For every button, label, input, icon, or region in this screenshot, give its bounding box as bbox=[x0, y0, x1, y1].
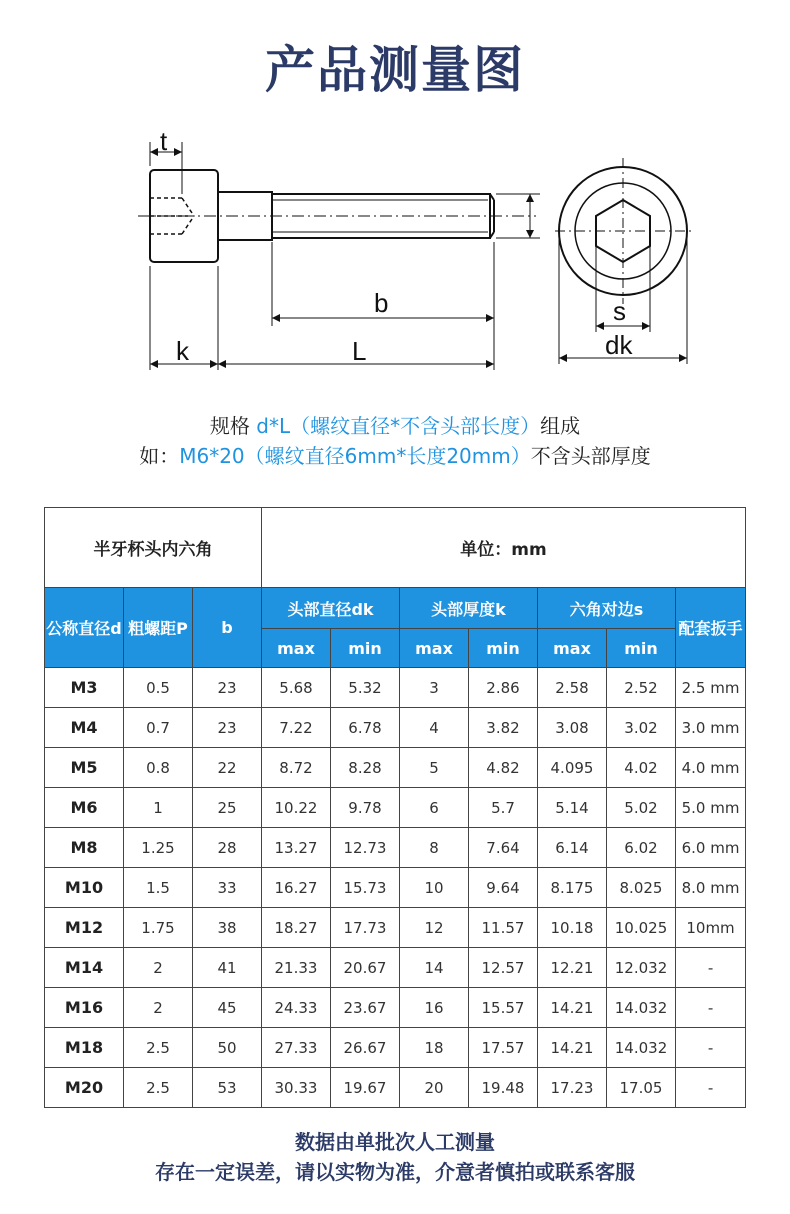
col-header-max: max bbox=[262, 629, 331, 668]
table-cell: 2.52 bbox=[607, 668, 676, 708]
col-header-wrench: 配套扳手 bbox=[676, 588, 746, 668]
table-cell: 1.75 bbox=[124, 908, 193, 948]
screw-measurement-diagram bbox=[130, 128, 700, 378]
table-cell: 17.73 bbox=[331, 908, 400, 948]
example-prefix: 如： bbox=[139, 444, 180, 468]
col-header-pitch: 粗螺距P bbox=[124, 588, 193, 668]
table-cell: 12.73 bbox=[331, 828, 400, 868]
table-cell: 14.21 bbox=[538, 988, 607, 1028]
col-header-min: min bbox=[331, 629, 400, 668]
table-cell: 23 bbox=[193, 708, 262, 748]
page-title: 产品测量图 bbox=[265, 41, 525, 99]
table-cell: 17.57 bbox=[469, 1028, 538, 1068]
table-cell: 5.7 bbox=[469, 788, 538, 828]
table-cell: 0.8 bbox=[124, 748, 193, 788]
table-cell: 8.025 bbox=[607, 868, 676, 908]
table-cell: 21.33 bbox=[262, 948, 331, 988]
table-cell: 4.095 bbox=[538, 748, 607, 788]
table-cell: - bbox=[676, 948, 746, 988]
table-cell-size: M10 bbox=[45, 868, 124, 908]
table-cell: 6.02 bbox=[607, 828, 676, 868]
table-cell: 28 bbox=[193, 828, 262, 868]
table-cell: 27.33 bbox=[262, 1028, 331, 1068]
table-cell: 14.032 bbox=[607, 988, 676, 1028]
dimension-table bbox=[44, 507, 746, 1108]
table-cell: 14.032 bbox=[607, 1028, 676, 1068]
table-cell: 10.025 bbox=[607, 908, 676, 948]
table-row bbox=[45, 788, 746, 828]
table-cell: 8 bbox=[400, 828, 469, 868]
table-cell: 8.175 bbox=[538, 868, 607, 908]
table-cell: 23 bbox=[193, 668, 262, 708]
table-cell: 38 bbox=[193, 908, 262, 948]
table-cell: 10mm bbox=[676, 908, 746, 948]
table-body bbox=[45, 668, 746, 1108]
table-cell-size: M6 bbox=[45, 788, 124, 828]
table-cell: 0.5 bbox=[124, 668, 193, 708]
col-header-s: 六角对边s bbox=[538, 588, 676, 629]
table-cell: 3.82 bbox=[469, 708, 538, 748]
table-cell: 12 bbox=[400, 908, 469, 948]
table-cell: 2 bbox=[124, 988, 193, 1028]
table-cell: 6.0 mm bbox=[676, 828, 746, 868]
table-cell: 14 bbox=[400, 948, 469, 988]
table-cell: 3.02 bbox=[607, 708, 676, 748]
table-cell: 25 bbox=[193, 788, 262, 828]
footer-note-2: 存在一定误差，请以实物为准，介意者慎拍或联系客服 bbox=[155, 1160, 635, 1184]
table-cell: 2.5 bbox=[124, 1068, 193, 1108]
table-row bbox=[45, 868, 746, 908]
spec-highlight: d*L（螺纹直径*不含头部长度） bbox=[256, 414, 541, 438]
table-cell: 5.68 bbox=[262, 668, 331, 708]
table-row bbox=[45, 748, 746, 788]
col-header-min: min bbox=[607, 629, 676, 668]
table-cell: 6.78 bbox=[331, 708, 400, 748]
table-cell-size: M20 bbox=[45, 1068, 124, 1108]
table-cell: 19.48 bbox=[469, 1068, 538, 1108]
table-cell: 9.78 bbox=[331, 788, 400, 828]
table-cell: 15.57 bbox=[469, 988, 538, 1028]
table-row bbox=[45, 1068, 746, 1108]
table-cell: 1.5 bbox=[124, 868, 193, 908]
table-row bbox=[45, 948, 746, 988]
table-cell: 20 bbox=[400, 1068, 469, 1108]
table-cell: 9.64 bbox=[469, 868, 538, 908]
table-cell: 5.02 bbox=[607, 788, 676, 828]
table-cell-size: M3 bbox=[45, 668, 124, 708]
table-row bbox=[45, 828, 746, 868]
example-highlight: M6*20（螺纹直径6mm*长度20mm） bbox=[179, 444, 531, 468]
table-cell: 17.23 bbox=[538, 1068, 607, 1108]
table-cell: 4 bbox=[400, 708, 469, 748]
table-cell: 0.7 bbox=[124, 708, 193, 748]
table-cell: 3.08 bbox=[538, 708, 607, 748]
table-cell: 7.22 bbox=[262, 708, 331, 748]
table-cell: 2.58 bbox=[538, 668, 607, 708]
label-b: b bbox=[374, 288, 389, 318]
table-cell: 2 bbox=[124, 948, 193, 988]
table-cell-size: M14 bbox=[45, 948, 124, 988]
table-cell: 10.18 bbox=[538, 908, 607, 948]
table-cell: 5.14 bbox=[538, 788, 607, 828]
spec-example-line bbox=[0, 440, 790, 469]
table-cell: 1.25 bbox=[124, 828, 193, 868]
table-cell-size: M16 bbox=[45, 988, 124, 1028]
table-cell: 22 bbox=[193, 748, 262, 788]
table-cell: 12.032 bbox=[607, 948, 676, 988]
table-unit: 单位：mm bbox=[262, 508, 746, 588]
table-cell: 14.21 bbox=[538, 1028, 607, 1068]
col-header-k: 头部厚度k bbox=[400, 588, 538, 629]
table-cell: 13.27 bbox=[262, 828, 331, 868]
table-cell: - bbox=[676, 988, 746, 1028]
table-cell: 2.86 bbox=[469, 668, 538, 708]
table-cell: - bbox=[676, 1028, 746, 1068]
table-cell: 5 bbox=[400, 748, 469, 788]
table-cell: 18 bbox=[400, 1028, 469, 1068]
col-header-b: b bbox=[193, 588, 262, 668]
table-cell: 1 bbox=[124, 788, 193, 828]
spec-suffix: 组成 bbox=[540, 414, 581, 438]
table-cell: 16 bbox=[400, 988, 469, 1028]
label-t: t bbox=[160, 128, 168, 156]
label-L: L bbox=[352, 336, 367, 366]
table-cell: 2.5 mm bbox=[676, 668, 746, 708]
table-cell: 2.5 bbox=[124, 1028, 193, 1068]
table-cell: 41 bbox=[193, 948, 262, 988]
spec-format-line bbox=[0, 410, 790, 439]
table-cell: 11.57 bbox=[469, 908, 538, 948]
table-row bbox=[45, 708, 746, 748]
col-header-d: 公称直径d bbox=[45, 588, 124, 668]
table-cell: 12.21 bbox=[538, 948, 607, 988]
table-cell: 17.05 bbox=[607, 1068, 676, 1108]
table-cell: 45 bbox=[193, 988, 262, 1028]
table-row bbox=[45, 668, 746, 708]
table-cell: 50 bbox=[193, 1028, 262, 1068]
table-cell: 8.0 mm bbox=[676, 868, 746, 908]
table-cell: 4.82 bbox=[469, 748, 538, 788]
table-cell: 53 bbox=[193, 1068, 262, 1108]
table-cell: 3 bbox=[400, 668, 469, 708]
table-row bbox=[45, 908, 746, 948]
col-header-max: max bbox=[538, 629, 607, 668]
table-cell: 24.33 bbox=[262, 988, 331, 1028]
table-cell: 6 bbox=[400, 788, 469, 828]
footer-note-1: 数据由单批次人工测量 bbox=[295, 1130, 495, 1154]
table-cell: 4.0 mm bbox=[676, 748, 746, 788]
table-cell: 5.0 mm bbox=[676, 788, 746, 828]
table-cell: 12.57 bbox=[469, 948, 538, 988]
table-cell: 8.28 bbox=[331, 748, 400, 788]
table-cell: 4.02 bbox=[607, 748, 676, 788]
table-cell: 6.14 bbox=[538, 828, 607, 868]
table-cell: 19.67 bbox=[331, 1068, 400, 1108]
table-row bbox=[45, 988, 746, 1028]
table-cell-size: M12 bbox=[45, 908, 124, 948]
col-header-dk: 头部直径dk bbox=[262, 588, 400, 629]
table-cell: - bbox=[676, 1068, 746, 1108]
col-header-min: min bbox=[469, 629, 538, 668]
table-cell: 8.72 bbox=[262, 748, 331, 788]
table-cell: 33 bbox=[193, 868, 262, 908]
table-cell-size: M4 bbox=[45, 708, 124, 748]
table-cell: 16.27 bbox=[262, 868, 331, 908]
table-product-type: 半牙杯头内六角 bbox=[45, 508, 262, 588]
table-row bbox=[45, 1028, 746, 1068]
table-cell: 7.64 bbox=[469, 828, 538, 868]
example-suffix: 不含头部厚度 bbox=[530, 444, 651, 468]
table-cell: 10 bbox=[400, 868, 469, 908]
table-cell: 5.32 bbox=[331, 668, 400, 708]
table-cell-size: M8 bbox=[45, 828, 124, 868]
table-cell: 10.22 bbox=[262, 788, 331, 828]
label-s: s bbox=[613, 296, 626, 326]
table-cell: 30.33 bbox=[262, 1068, 331, 1108]
col-header-max: max bbox=[400, 629, 469, 668]
table-cell: 20.67 bbox=[331, 948, 400, 988]
table-cell: 15.73 bbox=[331, 868, 400, 908]
table-cell: 26.67 bbox=[331, 1028, 400, 1068]
table-cell: 3.0 mm bbox=[676, 708, 746, 748]
table-cell: 23.67 bbox=[331, 988, 400, 1028]
table-cell: 18.27 bbox=[262, 908, 331, 948]
spec-prefix: 规格 bbox=[209, 414, 257, 438]
table-cell-size: M18 bbox=[45, 1028, 124, 1068]
table-cell-size: M5 bbox=[45, 748, 124, 788]
label-dk: dk bbox=[605, 330, 633, 360]
label-k: k bbox=[176, 336, 189, 366]
